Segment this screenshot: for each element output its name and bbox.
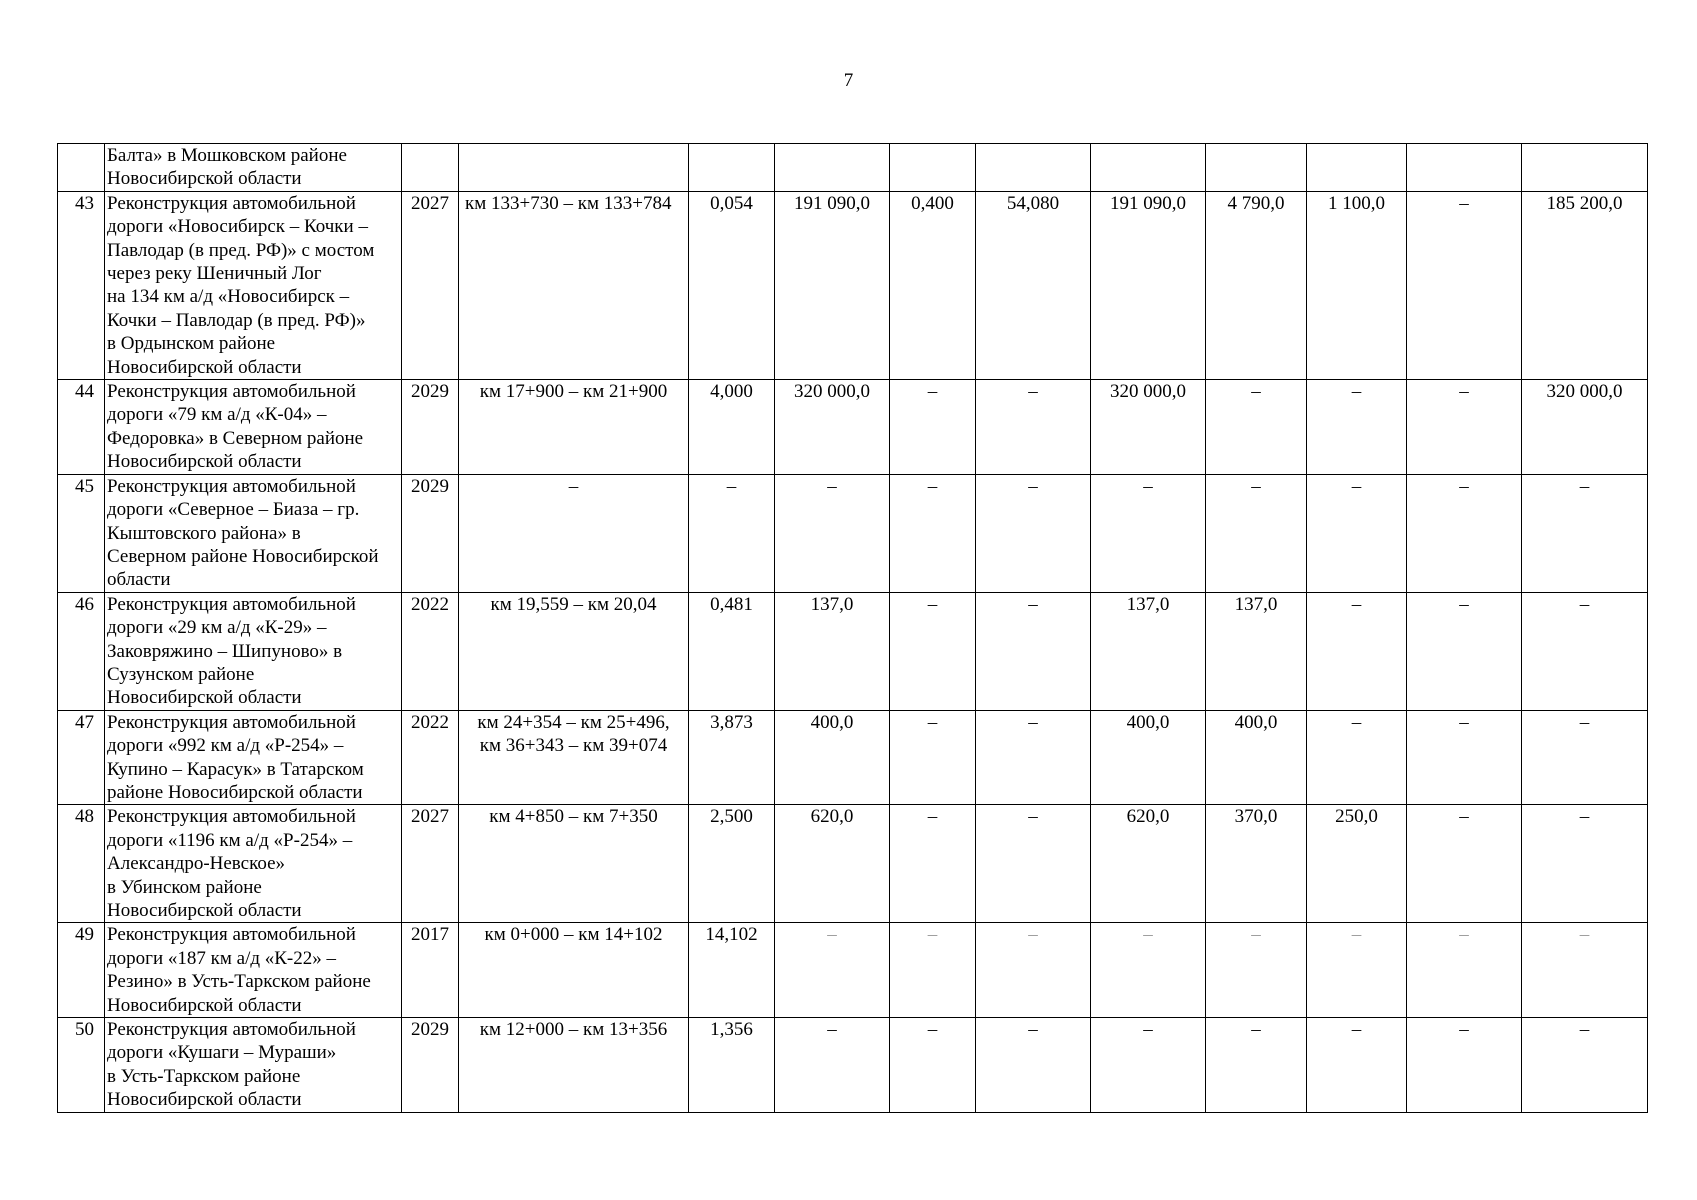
value-cell: –	[775, 923, 890, 1018]
value-cell: 4 790,0	[1206, 191, 1307, 379]
value-cell: –	[1206, 923, 1307, 1018]
row-number-cell: 46	[58, 592, 105, 710]
table-row	[58, 380, 1648, 475]
value-cell: 0,481	[689, 592, 775, 710]
value-cell: –	[689, 474, 775, 592]
value-cell: 2,500	[689, 805, 775, 923]
value-cell: –	[1307, 380, 1407, 475]
value-cell: –	[775, 474, 890, 592]
value-cell: –	[976, 710, 1091, 805]
km-range-cell	[459, 144, 689, 192]
value-cell: 620,0	[775, 805, 890, 923]
value-cell: –	[1091, 923, 1206, 1018]
value-cell: –	[976, 1018, 1091, 1113]
value-cell: –	[976, 805, 1091, 923]
object-name-cell: Реконструкция автомобильной дороги «79 км а/д «К-04» – Федоровка» в Северном районе Новосибирской области	[105, 380, 402, 475]
value-cell: 0,400	[890, 191, 976, 379]
value-cell: 3,873	[689, 710, 775, 805]
km-range-cell: –	[459, 474, 689, 592]
value-cell: 1 100,0	[1307, 191, 1407, 379]
object-name-cell: Реконструкция автомобильной дороги «Кушаги – Мураши» в Усть-Таркском районе Новосибирской области	[105, 1018, 402, 1113]
value-cell: –	[1407, 474, 1522, 592]
row-number-cell: 45	[58, 474, 105, 592]
object-name-cell: Реконструкция автомобильной дороги «29 км а/д «К-29» – Заковряжино – Шипуново» в Сузунском районе Новосибирской области	[105, 592, 402, 710]
value-cell: 320 000,0	[1091, 380, 1206, 475]
value-cell: –	[1407, 380, 1522, 475]
value-cell: 137,0	[775, 592, 890, 710]
value-cell: –	[1091, 1018, 1206, 1113]
row-number-cell: 47	[58, 710, 105, 805]
table-row	[58, 592, 1648, 710]
object-name-cell: Реконструкция автомобильной дороги «992 км а/д «Р-254» – Купино – Карасук» в Татарском районе Новосибирской области	[105, 710, 402, 805]
value-cell: 137,0	[1206, 592, 1307, 710]
value-cell: –	[1307, 474, 1407, 592]
value-cell: –	[1407, 1018, 1522, 1113]
value-cell: 1,356	[689, 1018, 775, 1113]
value-cell: –	[890, 923, 976, 1018]
value-cell: –	[1407, 710, 1522, 805]
value-cell: –	[1407, 923, 1522, 1018]
km-range-cell: км 4+850 – км 7+350	[459, 805, 689, 923]
value-cell: –	[890, 380, 976, 475]
value-cell: –	[775, 1018, 890, 1113]
table-row	[58, 805, 1648, 923]
year-cell: 2029	[402, 474, 459, 592]
row-number-cell	[58, 144, 105, 192]
value-cell: –	[1522, 474, 1648, 592]
object-name-cell: Реконструкция автомобильной дороги «1196 км а/д «Р-254» – Александро-Невское» в Убинском районе Новосибирской области	[105, 805, 402, 923]
value-cell: –	[1091, 474, 1206, 592]
km-range-cell: км 12+000 – км 13+356	[459, 1018, 689, 1113]
value-cell: –	[1407, 805, 1522, 923]
value-cell: 620,0	[1091, 805, 1206, 923]
table-row	[58, 710, 1648, 805]
value-cell: –	[1522, 592, 1648, 710]
value-cell: –	[1307, 710, 1407, 805]
row-number-cell: 43	[58, 191, 105, 379]
value-cell: 14,102	[689, 923, 775, 1018]
value-cell: 4,000	[689, 380, 775, 475]
year-cell: 2017	[402, 923, 459, 1018]
value-cell: –	[1407, 191, 1522, 379]
value-cell	[890, 144, 976, 192]
year-cell: 2022	[402, 710, 459, 805]
value-cell: 400,0	[1206, 710, 1307, 805]
value-cell	[1307, 144, 1407, 192]
value-cell	[775, 144, 890, 192]
value-cell: 0,054	[689, 191, 775, 379]
row-number-cell: 44	[58, 380, 105, 475]
value-cell: –	[1307, 923, 1407, 1018]
value-cell: –	[890, 710, 976, 805]
year-cell: 2029	[402, 1018, 459, 1113]
row-number-cell: 49	[58, 923, 105, 1018]
value-cell: 185 200,0	[1522, 191, 1648, 379]
value-cell: 191 090,0	[1091, 191, 1206, 379]
row-number-cell: 48	[58, 805, 105, 923]
value-cell: –	[1206, 380, 1307, 475]
table-row	[58, 1018, 1648, 1113]
value-cell	[1407, 144, 1522, 192]
value-cell: –	[890, 1018, 976, 1113]
row-number-cell: 50	[58, 1018, 105, 1113]
value-cell: 400,0	[775, 710, 890, 805]
year-cell: 2029	[402, 380, 459, 475]
year-cell: 2027	[402, 805, 459, 923]
value-cell: –	[976, 474, 1091, 592]
table-row	[58, 474, 1648, 592]
value-cell: –	[976, 923, 1091, 1018]
page-number: 7	[843, 70, 854, 91]
value-cell: –	[1206, 1018, 1307, 1113]
value-cell: 54,080	[976, 191, 1091, 379]
value-cell: –	[1307, 1018, 1407, 1113]
value-cell: 320 000,0	[1522, 380, 1648, 475]
km-range-cell: км 19,559 – км 20,04	[459, 592, 689, 710]
year-cell: 2022	[402, 592, 459, 710]
km-range-cell: км 0+000 – км 14+102	[459, 923, 689, 1018]
value-cell	[1522, 144, 1648, 192]
km-range-cell: км 24+354 – км 25+496, км 36+343 – км 39+074	[459, 710, 689, 805]
year-cell	[402, 144, 459, 192]
object-name-cell: Балта» в Мошковском районе Новосибирской области	[105, 144, 402, 192]
value-cell: –	[1522, 923, 1648, 1018]
value-cell: –	[1407, 592, 1522, 710]
value-cell: –	[1522, 805, 1648, 923]
value-cell: –	[976, 592, 1091, 710]
value-cell: 370,0	[1206, 805, 1307, 923]
object-name-cell: Реконструкция автомобильной дороги «Новосибирск – Кочки – Павлодар (в пред. РФ)» с мостом через реку Шеничный Лог на 134 км а/д «Новосибирск – Кочки – Павлодар (в пред. РФ)» в Ордынском районе Новосибирской области	[105, 191, 402, 379]
value-cell: –	[890, 592, 976, 710]
value-cell: 320 000,0	[775, 380, 890, 475]
road-reconstruction-table	[57, 143, 1648, 1113]
value-cell: 250,0	[1307, 805, 1407, 923]
table-row	[58, 923, 1648, 1018]
value-cell	[1091, 144, 1206, 192]
value-cell	[689, 144, 775, 192]
km-range-cell: км 17+900 – км 21+900	[459, 380, 689, 475]
value-cell: –	[1307, 592, 1407, 710]
value-cell: 191 090,0	[775, 191, 890, 379]
value-cell: –	[890, 805, 976, 923]
value-cell: –	[890, 474, 976, 592]
value-cell	[1206, 144, 1307, 192]
value-cell: –	[1522, 1018, 1648, 1113]
value-cell: –	[1522, 710, 1648, 805]
object-name-cell: Реконструкция автомобильной дороги «187 км а/д «К-22» – Резино» в Усть-Таркском районе Новосибирской области	[105, 923, 402, 1018]
year-cell: 2027	[402, 191, 459, 379]
km-range-cell: км 133+730 – км 133+784	[459, 191, 689, 379]
table-row	[58, 191, 1648, 379]
value-cell: –	[1206, 474, 1307, 592]
value-cell: 400,0	[1091, 710, 1206, 805]
value-cell: –	[976, 380, 1091, 475]
value-cell: 137,0	[1091, 592, 1206, 710]
table-row	[58, 144, 1648, 192]
value-cell	[976, 144, 1091, 192]
object-name-cell: Реконструкция автомобильной дороги «Северное – Биаза – гр. Кыштовского района» в Северном районе Новосибирской области	[105, 474, 402, 592]
